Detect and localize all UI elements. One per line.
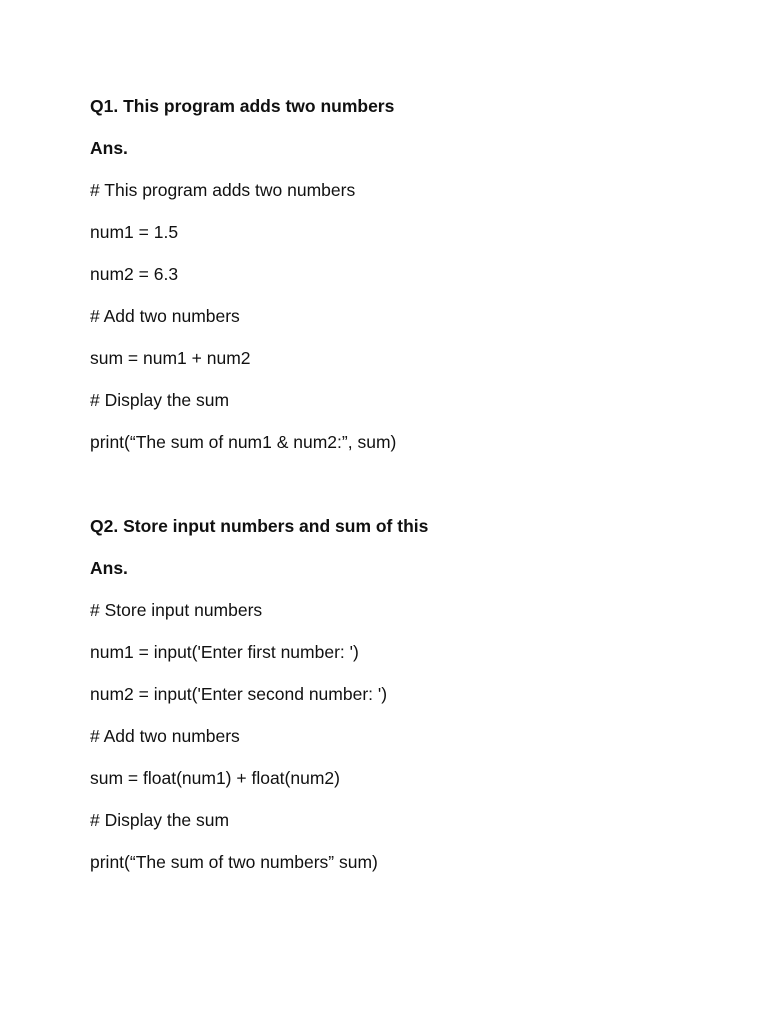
code-line: sum = num1 + num2 xyxy=(90,348,251,368)
question-title: Q2. Store input numbers and sum of this xyxy=(90,516,429,536)
question-2 xyxy=(90,514,728,892)
answer-label: Ans. xyxy=(90,558,128,578)
code-comment: # Add two numbers xyxy=(90,306,240,326)
code-comment: # Display the sum xyxy=(90,390,230,410)
code-comment: # Add two numbers xyxy=(90,726,240,746)
code-comment: # Display the sum xyxy=(90,810,230,830)
code-comment: # This program adds two numbers xyxy=(90,180,356,200)
code-line: num1 = 1.5 xyxy=(90,222,179,242)
code-comment: # Store input numbers xyxy=(90,600,263,620)
code-line: sum = float(num1) + float(num2) xyxy=(90,768,340,788)
question-title: Q1. This program adds two numbers xyxy=(90,96,395,116)
code-line: num2 = 6.3 xyxy=(90,264,179,284)
code-line: num1 = input('Enter first number: ') xyxy=(90,642,359,662)
code-line: print(“The sum of num1 & num2:”, sum) xyxy=(90,432,397,452)
question-1 xyxy=(90,94,728,472)
answer-label: Ans. xyxy=(90,138,128,158)
code-line: num2 = input('Enter second number: ') xyxy=(90,684,388,704)
code-line: print(“The sum of two numbers” sum) xyxy=(90,852,378,872)
